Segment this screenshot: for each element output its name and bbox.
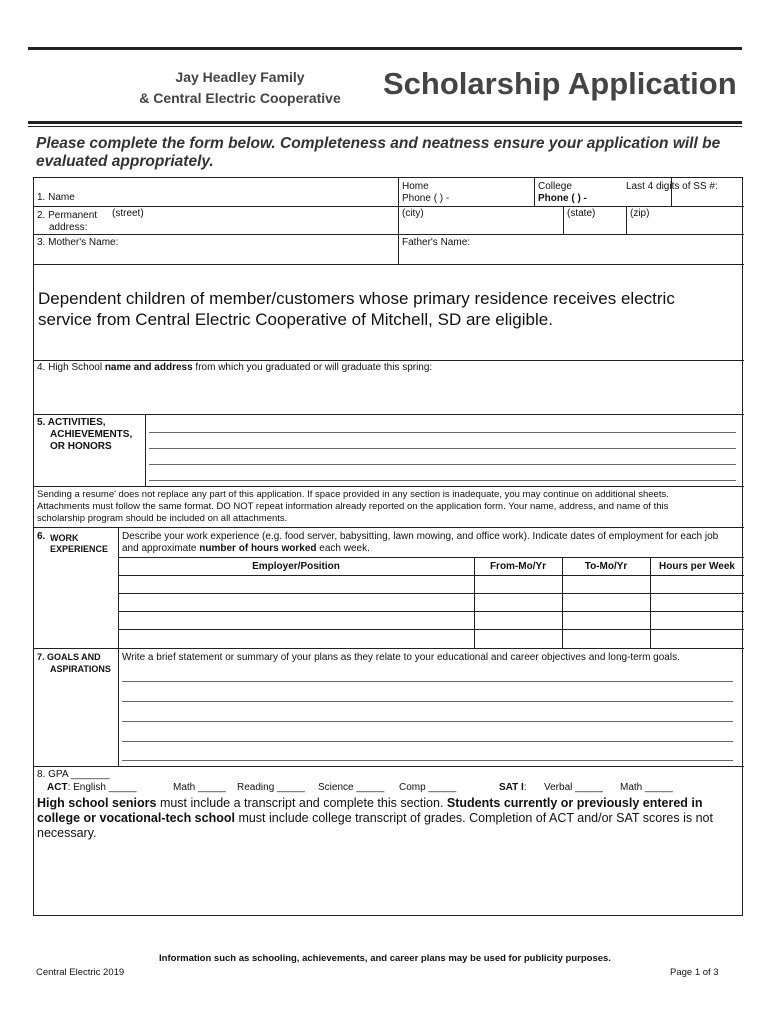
divider (34, 486, 744, 487)
divider (118, 648, 119, 766)
org-line-2: & Central Electric Cooperative (139, 90, 341, 106)
mother-name-label: 3. Mother's Name: (37, 237, 119, 248)
father-name-label: Father's Name: (402, 237, 471, 248)
application-form (33, 177, 743, 916)
table-row[interactable] (118, 575, 744, 576)
act-english: : English _____ (67, 782, 137, 793)
seniors-bold-2: Students currently or previously entered in college or vocational-tech school (37, 796, 703, 825)
divider (145, 414, 146, 486)
work-desc-1: Describe your work experience (e.g. food server, babysitting, lawn mowing, and office work). Indicate dates of employment for each job (122, 531, 719, 542)
work-desc-2 (122, 543, 370, 555)
ss-digits-label: Last 4 digits of SS #: (626, 181, 718, 192)
activities-label-2: ACHIEVEMENTS, (50, 429, 133, 440)
sat-label: SAT I (499, 782, 524, 793)
act-comp-field[interactable]: Comp _____ (399, 782, 457, 793)
permanent-address-street[interactable] (34, 207, 399, 235)
high-school-bold: name and address (104, 362, 193, 373)
permanent-address-label-2: address: (49, 222, 88, 233)
act-label: ACT (47, 782, 68, 793)
org-line-1: Jay Headley Family (175, 69, 305, 85)
header-rule (28, 121, 742, 124)
zip-field[interactable] (627, 207, 744, 235)
father-name-field[interactable] (399, 235, 744, 265)
divider (562, 557, 563, 648)
seniors-text-1: must include a transcript and complete this section. (156, 796, 447, 810)
divider (34, 766, 744, 767)
high-school-prefix: 4. High School (37, 362, 105, 373)
act-math-field[interactable]: Math _____ (173, 782, 226, 793)
permanent-address-label: 2. Permanent (37, 210, 98, 221)
goals-line[interactable] (122, 760, 733, 761)
state-label: (state) (567, 208, 596, 219)
name-field[interactable] (34, 178, 399, 207)
intro-instructions: Please complete the form below. Completeness and neatness ensure your application will be evaluated appropriately. (36, 135, 721, 170)
work-desc-2c: each week. (316, 543, 370, 554)
gpa-field[interactable]: 8. GPA _______ (37, 769, 110, 780)
work-desc-2b: number of hours worked (199, 543, 317, 554)
goals-label-2: ASPIRATIONS (50, 664, 111, 674)
high-school-suffix: from which you graduated or will graduate this spring: (192, 362, 433, 373)
street-label: (street) (112, 208, 144, 219)
home-phone-label: Home (402, 181, 429, 192)
footer-left: Central Electric 2019 (36, 967, 125, 978)
college-phone-label: College (538, 181, 572, 192)
col-header-hours: Hours per Week (659, 561, 735, 572)
transcript-instructions (37, 796, 737, 841)
activities-line[interactable] (149, 432, 736, 433)
divider (474, 557, 475, 648)
work-label-2: EXPERIENCE (50, 544, 109, 554)
state-field[interactable] (564, 207, 627, 235)
divider (34, 527, 744, 528)
col-header-from: From-Mo/Yr (489, 561, 547, 572)
eligibility-statement: Dependent children of member/customers whose primary residence receives electric service from Central Electric Cooperative of Mitchell, SD are eligible. (38, 289, 675, 329)
divider (650, 557, 651, 648)
goals-line[interactable] (122, 701, 733, 702)
act-english-field[interactable] (47, 782, 137, 794)
table-row[interactable] (118, 593, 744, 594)
seniors-text-2: must include college transcript of grades. Completion of ACT and/or SAT scores is not necessary. (37, 811, 713, 840)
goals-line[interactable] (122, 681, 733, 682)
page-title: Scholarship Application (383, 66, 737, 101)
resume-note-3: scholarship program should be included on all attachments. (37, 513, 288, 524)
goals-line[interactable] (122, 741, 733, 742)
goals-desc: Write a brief statement or summary of your plans as they relate to your educational and career objectives and long-term goals. (122, 652, 680, 663)
organization-name (130, 67, 350, 109)
ss-digits-field[interactable] (626, 178, 744, 207)
city-field[interactable] (399, 207, 564, 235)
activities-line[interactable] (149, 448, 736, 449)
col-header-employer: Employer/Position (252, 561, 340, 572)
activities-line[interactable] (149, 480, 736, 481)
name-label: 1. Name (37, 192, 75, 203)
activities-label-1: 5. ACTIVITIES, (37, 417, 106, 428)
act-reading-field[interactable]: Reading _____ (237, 782, 305, 793)
sat-label-group (499, 782, 527, 794)
work-label-1: WORK (50, 533, 79, 543)
page-number: Page 1 of 3 (670, 967, 719, 978)
activities-label-3: OR HONORS (50, 441, 112, 452)
divider (34, 648, 744, 649)
table-row[interactable] (118, 611, 744, 612)
seniors-bold-1: High school seniors (37, 796, 157, 810)
city-label: (city) (402, 208, 424, 219)
activities-line[interactable] (149, 464, 736, 465)
home-phone-format: Phone ( ) - (402, 193, 450, 204)
divider (34, 360, 744, 361)
sat-verbal-field[interactable]: Verbal _____ (544, 782, 603, 793)
act-science-field[interactable]: Science _____ (318, 782, 385, 793)
sat-colon: : (523, 782, 527, 793)
resume-note-1: Sending a resume' does not replace any part of this application. If space provided in any section is inadequate, you may continue on additional sheets. (37, 489, 669, 500)
college-phone-format: Phone ( ) - (538, 193, 587, 204)
top-rule (28, 47, 742, 50)
table-row[interactable] (118, 629, 744, 630)
publicity-note: Information such as schooling, achievements, and career plans may be used for publicity purposes. (159, 953, 611, 964)
resume-note-2: Attachments must follow the same format. DO NOT repeat information already reported on the application form. Your name, address, and name of this (37, 501, 669, 512)
sat-math-field[interactable]: Math _____ (620, 782, 673, 793)
work-desc-2a: and approximate (122, 543, 200, 554)
home-phone-field[interactable] (399, 178, 535, 207)
zip-label: (zip) (630, 208, 650, 219)
work-label-num: 6. (37, 531, 46, 542)
goals-line[interactable] (122, 721, 733, 722)
mother-name-field[interactable] (34, 235, 399, 265)
high-school-label (37, 362, 432, 374)
col-header-to: To-Mo/Yr (584, 561, 628, 572)
divider (34, 414, 744, 415)
header-rule-thin (28, 126, 742, 127)
goals-label-1: 7. GOALS AND (37, 652, 101, 662)
